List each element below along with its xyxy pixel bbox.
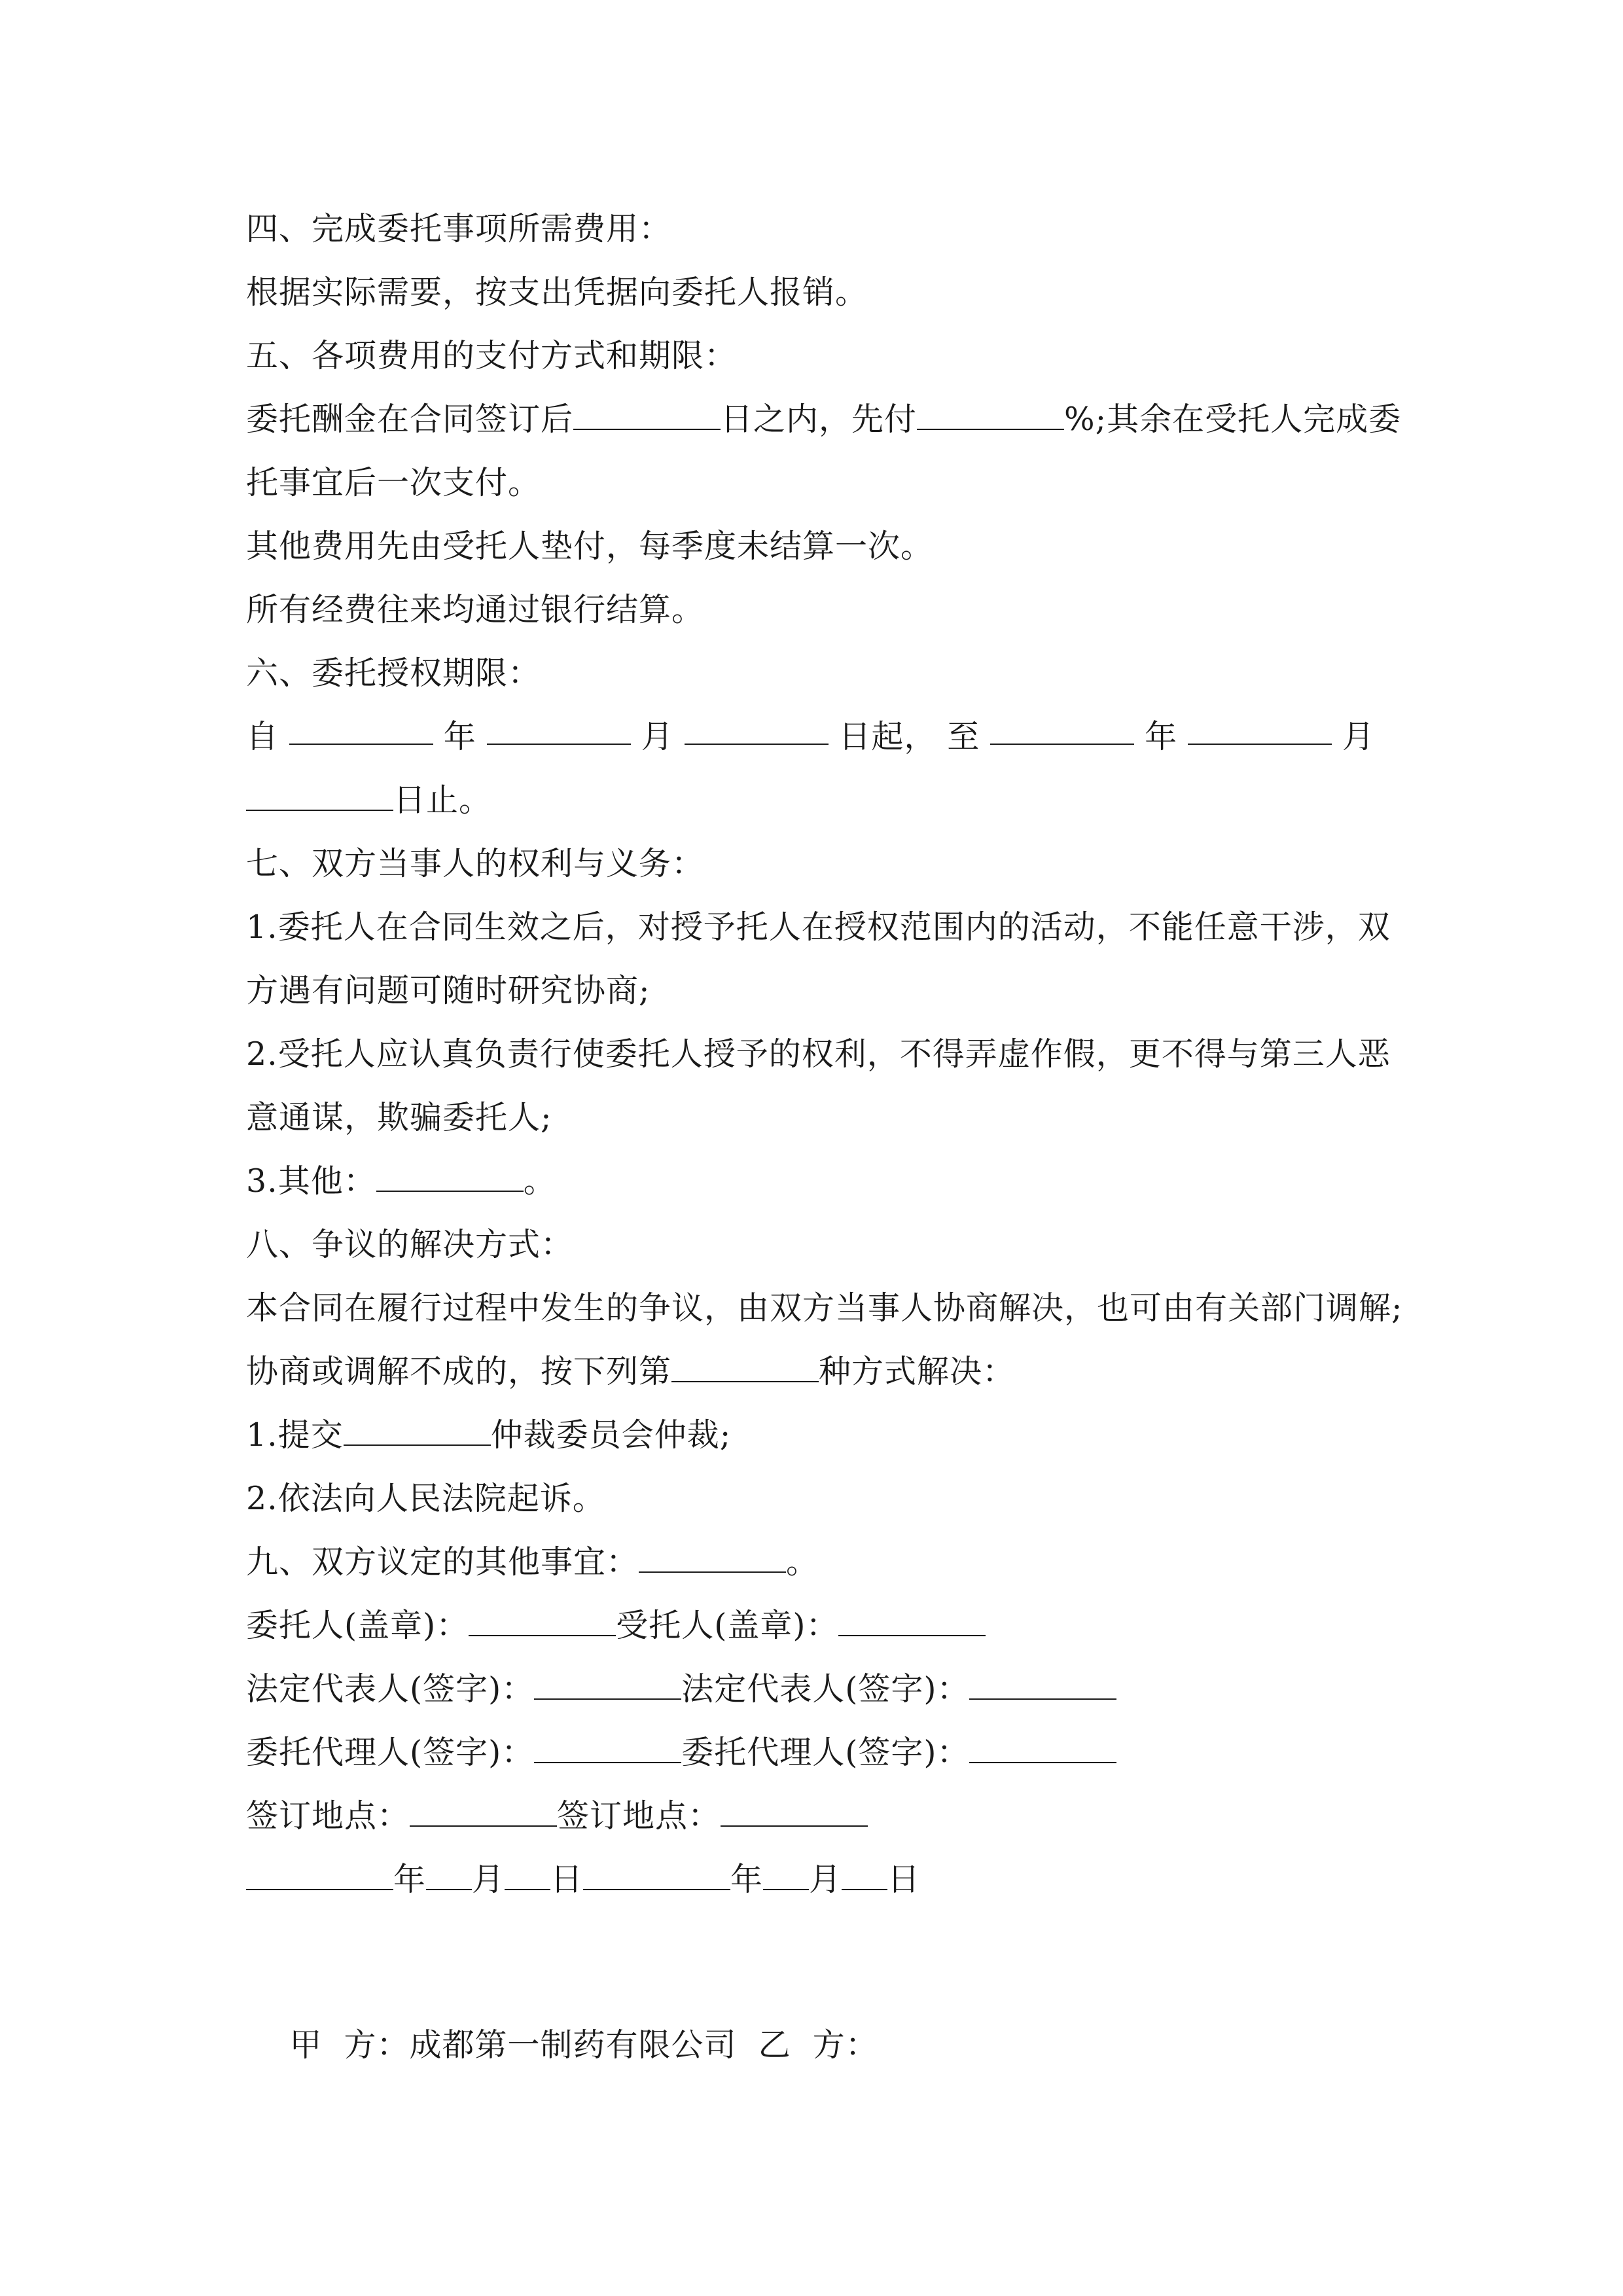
- fill-blank[interactable]: [469, 1609, 616, 1636]
- fill-blank[interactable]: [763, 1863, 809, 1890]
- fill-blank[interactable]: [376, 1164, 524, 1192]
- paragraph: [246, 1289, 1403, 1328]
- paragraph-text: 根据实际需要，按支出凭据向委托人报销。: [246, 274, 868, 311]
- paragraph: [246, 463, 1385, 503]
- paragraph-text: 方遇有问题可随时研究协商;: [246, 972, 651, 1009]
- fill-blank[interactable]: [639, 1545, 786, 1573]
- signature-label: 法定代表人(签字)：: [681, 1670, 970, 1708]
- fill-blank[interactable]: [410, 1799, 557, 1827]
- section-7-heading: [246, 844, 1385, 884]
- fill-blank[interactable]: [917, 403, 1064, 430]
- signature-line: [246, 1733, 1385, 1772]
- paragraph: [246, 971, 1385, 1011]
- fill-blank[interactable]: [990, 717, 1134, 745]
- paragraph-text: 所有经费往来均通过银行结算。: [246, 591, 705, 628]
- fill-blank[interactable]: [487, 717, 631, 745]
- paragraph: [246, 1035, 1391, 1074]
- paragraph-text: 日起，: [838, 718, 937, 755]
- signature-label: 法定代表人(签字)：: [246, 1670, 535, 1708]
- section-9-heading: [246, 1543, 1385, 1582]
- paragraph-text: 2.受托人应认真负责行使委托人授予的权利，不得弄虚作假，更不得与第三人恶: [246, 1035, 1391, 1073]
- paragraph-text: 年: [443, 718, 476, 755]
- date-line: [246, 1860, 1385, 1899]
- paragraph-text: 委托酬金在合同签订后: [246, 401, 574, 438]
- signature-line: [246, 1797, 1385, 1836]
- paragraph-text: 自: [246, 718, 279, 755]
- paragraph: [246, 400, 1402, 439]
- fill-blank[interactable]: [671, 1355, 819, 1382]
- paragraph: [246, 1162, 1385, 1201]
- paragraph-text: 其他费用先由受托人垫付，每季度未结算一次。: [246, 528, 934, 565]
- paragraph-text: 种方式解决：: [819, 1353, 1016, 1390]
- paragraph: [246, 781, 1385, 820]
- signature-label: 签订地点：: [246, 1797, 410, 1835]
- paragraph-text: 日止。: [393, 781, 492, 819]
- paragraph-text: 月: [641, 718, 674, 755]
- fill-blank[interactable]: [426, 1863, 472, 1890]
- fill-blank[interactable]: [289, 717, 433, 745]
- fill-blank[interactable]: [534, 1672, 681, 1700]
- paragraph-text: 至: [947, 718, 980, 755]
- fill-blank[interactable]: [534, 1736, 681, 1763]
- parties-line: [246, 1986, 1385, 2104]
- signature-label: 委托代理人(签字)：: [246, 1734, 535, 1771]
- paragraph-text: 。: [523, 1162, 556, 1200]
- date-label: 月: [472, 1861, 505, 1898]
- paragraph: [246, 590, 1385, 630]
- date-label: 月: [809, 1861, 842, 1898]
- fill-blank[interactable]: [969, 1736, 1116, 1763]
- paragraph-text: 。: [786, 1543, 819, 1581]
- date-label: 年: [730, 1861, 764, 1898]
- date-label: 日: [550, 1861, 584, 1898]
- signature-label: 委托人(盖章)：: [246, 1607, 469, 1644]
- section-4-heading-text: 四、完成委托事项所需费用：: [246, 210, 672, 247]
- paragraph: [246, 527, 1385, 566]
- fill-blank[interactable]: [969, 1672, 1116, 1700]
- fill-blank[interactable]: [505, 1863, 550, 1890]
- section-4-heading: [246, 209, 1385, 249]
- fill-blank[interactable]: [246, 783, 393, 811]
- section-6-heading: [246, 654, 1385, 693]
- paragraph: [246, 1098, 1385, 1138]
- signature-label: 受托人(盖章)：: [616, 1607, 839, 1644]
- fill-blank[interactable]: [1188, 717, 1332, 745]
- signature-line: [246, 1670, 1385, 1709]
- section-5-heading: [246, 336, 1385, 376]
- paragraph-text: 仲裁委员会仲裁;: [490, 1416, 732, 1454]
- section-7-heading-text: 七、双方当事人的权利与义务：: [246, 845, 705, 882]
- date-label: 日: [887, 1861, 921, 1898]
- paragraph: [246, 1416, 1385, 1455]
- fill-blank[interactable]: [583, 1863, 730, 1890]
- fill-blank[interactable]: [685, 717, 829, 745]
- section-9-heading-text: 九、双方议定的其他事宜：: [246, 1543, 639, 1581]
- signature-label: 委托代理人(签字)：: [681, 1734, 970, 1771]
- date-label: 年: [393, 1861, 427, 1898]
- paragraph: [246, 273, 1385, 312]
- paragraph: [246, 1352, 1385, 1391]
- fill-blank[interactable]: [344, 1418, 491, 1446]
- paragraph-text: 1.委托人在合同生效之后，对授予托人在授权范围内的活动，不能任意干涉，双: [246, 908, 1391, 946]
- section-5-heading-text: 五、各项费用的支付方式和期限：: [246, 337, 738, 374]
- fill-blank[interactable]: [838, 1609, 986, 1636]
- paragraph-text: 3.其他：: [246, 1162, 376, 1200]
- signature-line: [246, 1606, 1385, 1645]
- fill-blank[interactable]: [842, 1863, 887, 1890]
- fill-blank[interactable]: [721, 1799, 868, 1827]
- authorization-period-line: [246, 717, 1385, 757]
- section-8-heading-text: 八、争议的解决方式：: [246, 1226, 574, 1263]
- paragraph-text: 2.依法向人民法院起诉。: [246, 1480, 605, 1517]
- paragraph-text: 年: [1145, 718, 1178, 755]
- paragraph-text: 托事宜后一次支付。: [246, 464, 541, 501]
- section-6-heading-text: 六、委托授权期限：: [246, 655, 541, 692]
- parties-text: 甲 方：成都第一制药有限公司 乙 方：: [289, 2026, 878, 2064]
- paragraph-text: 意通谋，欺骗委托人;: [246, 1099, 552, 1136]
- paragraph: [246, 1479, 1385, 1518]
- section-8-heading: [246, 1225, 1385, 1265]
- paragraph-text: %;其余在受托人完成委: [1064, 401, 1402, 438]
- signature-label: 签订地点：: [557, 1797, 721, 1835]
- paragraph-text: 本合同在履行过程中发生的争议，由双方当事人协商解决，也可由有关部门调解;: [246, 1289, 1403, 1327]
- paragraph-text: 月: [1342, 718, 1375, 755]
- fill-blank[interactable]: [573, 403, 721, 430]
- paragraph-text: 协商或调解不成的，按下列第: [246, 1353, 672, 1390]
- paragraph-text: 1.提交: [246, 1416, 344, 1454]
- paragraph-text: 日之内，先付: [721, 401, 918, 438]
- fill-blank[interactable]: [246, 1863, 393, 1890]
- paragraph: [246, 908, 1391, 947]
